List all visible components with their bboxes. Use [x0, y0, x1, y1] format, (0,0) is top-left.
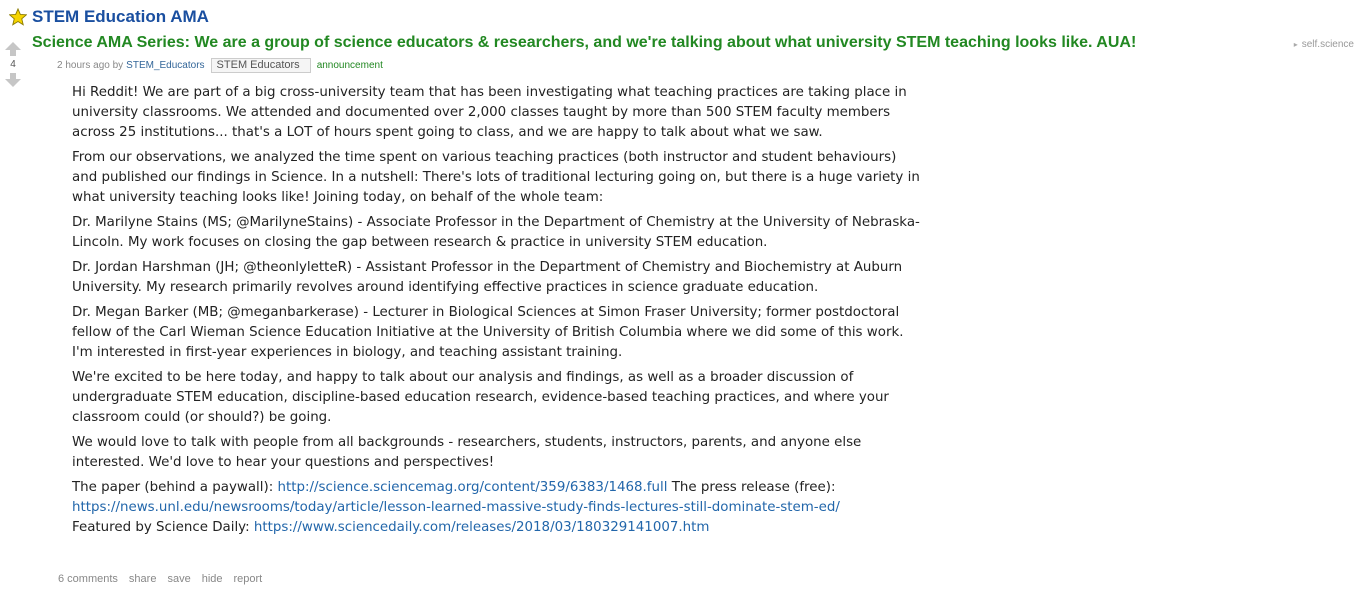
subreddit-title[interactable]: STEM Education AMA: [32, 7, 209, 26]
vote-box: [4, 42, 22, 87]
body-paragraph: We're excited to be here today, and happy to talk about our analysis and findings, as well as a broader discussion of undergraduate STEM education, discipline-based education research, evidence-based teaching practices, and where your classroom could (or should?) be going.: [72, 370, 889, 425]
report-button[interactable]: report: [233, 573, 263, 585]
score: 4: [10, 59, 16, 70]
body-paragraph: Dr. Marilyne Stains (MS; @MarilyneStains) - Associate Professor in the Department of Chemistry at the University of Nebraska-Lincoln. My work focuses on closing the gap between research & practice in university STEM education.: [72, 215, 920, 250]
post-body: [72, 83, 922, 543]
body-paragraph-links: [72, 478, 922, 538]
paper-prefix: The paper (behind a paywall):: [72, 480, 274, 495]
hide-button[interactable]: hide: [201, 573, 223, 585]
body-paragraph: Dr. Jordan Harshman (JH; @theonlyletteR) - Assistant Professor in the Department of Chemistry and Biochemistry at Auburn University. My research primarily revolves around identifying effective practices in science graduate education.: [72, 260, 903, 295]
author-link[interactable]: STEM_Educators: [126, 59, 205, 71]
post-title[interactable]: Science AMA Series: We are a group of science educators & researchers, and we're talking about what university STEM teaching looks like. AUA!: [32, 34, 1137, 51]
post-buttons: [58, 573, 273, 585]
star-icon[interactable]: [9, 8, 27, 26]
paper-link[interactable]: http://science.sciencemag.org/content/359/6383/1468.full: [277, 480, 668, 495]
domain-label: self.science: [1301, 39, 1354, 50]
post-domain[interactable]: [1294, 39, 1354, 50]
science-daily-link[interactable]: https://www.sciencedaily.com/releases/2018/03/180329141007.htm: [253, 520, 710, 535]
body-paragraph: Hi Reddit! We are part of a big cross-university team that has been investigating what teaching practices are taking place in university classrooms. We attended and documented over 2,000 classes taught by more than 500 STEM faculty members across 25 institutions... that's a LOT of hours spent going to class, and we are happy to talk about what we saw.: [72, 85, 907, 140]
body-paragraph: Dr. Megan Barker (MB; @meganbarkerase) - Lecturer in Biological Sciences at Simon Fraser University; former postdoctoral fellow of the Carl Wieman Science Education Initiative at the University of British Columbia where we did some of this work. I'm interested in first-year experiences in biology, and teaching assistant training.: [72, 305, 904, 360]
upvote-arrow-icon[interactable]: [5, 42, 21, 56]
distinguish-label: announcement: [316, 59, 383, 71]
body-paragraph: From our observations, we analyzed the time spent on various teaching practices (both instructor and student behaviours) and published our findings in Science. In a nutshell: There's lots of traditional lecturing going on, but there is a huge variety in what university teaching looks like! Joining today, on behalf of the whole team:: [72, 150, 920, 205]
save-button[interactable]: save: [167, 573, 191, 585]
tagline: [57, 57, 383, 73]
subreddit-header: [9, 6, 209, 28]
press-release-link[interactable]: https://news.unl.edu/newsrooms/today/article/lesson-learned-massive-study-finds-lectures-still-dominate-stem-ed/: [72, 500, 840, 515]
body-paragraph: We would love to talk with people from all backgrounds - researchers, students, instructors, parents, and anyone else interested. We'd love to hear your questions and perspectives!: [72, 435, 862, 470]
downvote-arrow-icon[interactable]: [5, 73, 21, 87]
featured-prefix: Featured by Science Daily:: [72, 520, 250, 535]
user-flair: STEM Educators: [211, 58, 311, 73]
press-prefix: The press release (free):: [671, 480, 836, 495]
share-button[interactable]: share: [128, 573, 157, 585]
post-time: 2 hours ago by: [57, 59, 124, 71]
expand-icon[interactable]: ▸: [1293, 40, 1298, 49]
comments-button[interactable]: 6 comments: [58, 573, 118, 585]
